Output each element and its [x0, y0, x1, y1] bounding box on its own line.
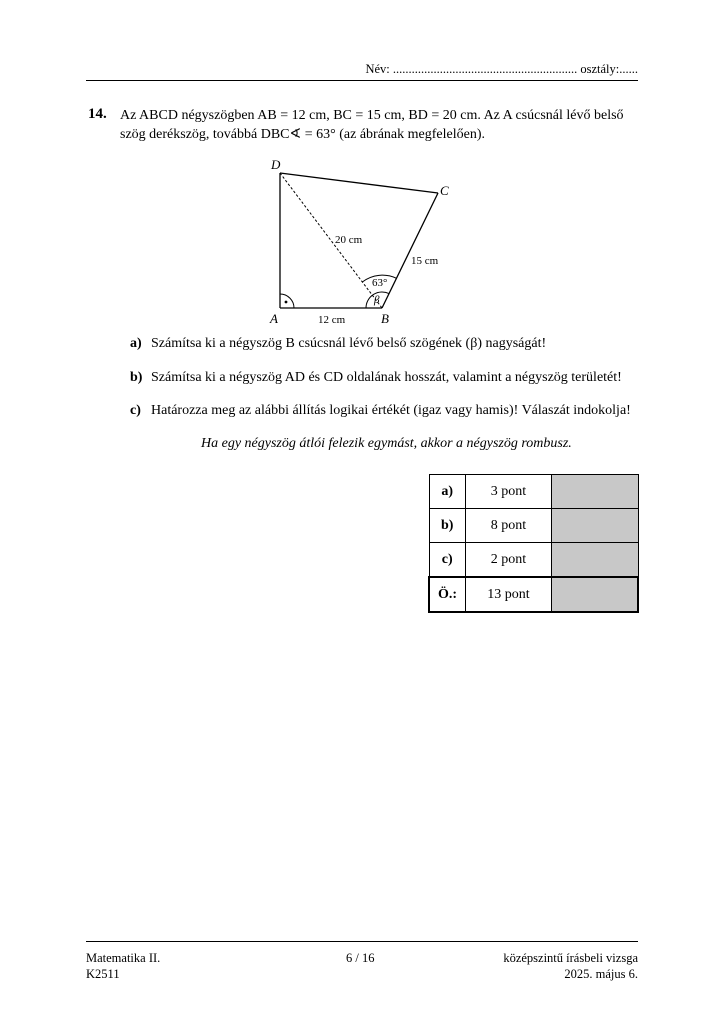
- side-bc: [382, 193, 438, 308]
- vertex-c-label: C: [440, 183, 449, 198]
- task-c-text: Határozza meg az alábbi állítás logikai értékét (igaz vagy hamis)! Válaszát indokolja!: [151, 403, 631, 418]
- task-b-label: b): [130, 370, 143, 385]
- task-c-label: c): [130, 403, 141, 418]
- right-angle-mark: [280, 294, 294, 308]
- angle-dbc-label: 63°: [372, 277, 388, 289]
- footer-date: 2025. május 6.: [564, 967, 638, 981]
- header-divider: [86, 80, 638, 81]
- score-total-points: 13 pont: [466, 577, 552, 612]
- footer-exam: középszintű írásbeli vizsga: [503, 951, 638, 965]
- question-stem-line-1: Az ABCD négyszögben AB = 12 cm, BC = 15 cm, BD = 20 cm. Az A csúcsnál lévő belső: [120, 108, 624, 123]
- angle-beta-label: β: [374, 294, 380, 306]
- score-points: 3 pont: [466, 475, 552, 509]
- score-total-entry-cell[interactable]: [552, 577, 639, 612]
- task-b-text: Számítsa ki a négyszög AD és CD oldalának hosszát, valamint a négyszög területét!: [151, 370, 622, 385]
- score-part-label: a): [429, 475, 466, 509]
- task-c: [130, 402, 640, 419]
- quadrilateral-figure: [260, 155, 490, 330]
- score-points: 2 pont: [466, 543, 552, 578]
- question-number: 14.: [88, 106, 107, 122]
- task-a: [130, 335, 640, 352]
- footer-code: K2511: [86, 967, 120, 981]
- vertex-d-label: D: [271, 157, 281, 172]
- question-stem-line-2: szög derékszög, továbbá DBC∢ = 63° (az ábrának megfelelően).: [120, 127, 485, 142]
- score-points: 8 pont: [466, 509, 552, 543]
- vertex-b-label: B: [381, 311, 389, 326]
- footer-divider: [86, 941, 638, 942]
- score-entry-cell[interactable]: [552, 475, 639, 509]
- score-table: [428, 474, 639, 613]
- footer-page-number: 6 / 16: [346, 951, 375, 965]
- statement-text: Ha egy négyszög átlói felezik egymást, akkor a négyszög rombusz.: [201, 436, 572, 451]
- score-entry-cell[interactable]: [552, 509, 639, 543]
- question-stem: [120, 106, 640, 144]
- footer-subject: Matematika II.: [86, 951, 161, 965]
- footer-right: [503, 950, 638, 982]
- task-a-label: a): [130, 336, 142, 351]
- diagonal-bd: [280, 173, 382, 308]
- bd-length-label: 20 cm: [335, 234, 363, 246]
- vertex-a-label: A: [270, 311, 278, 326]
- score-total-row: [429, 577, 638, 612]
- score-row: [429, 475, 638, 509]
- side-dc: [280, 173, 438, 193]
- footer-left: [86, 950, 160, 982]
- bc-length-label: 15 cm: [411, 255, 439, 267]
- score-part-label: c): [429, 543, 466, 578]
- score-part-label: b): [429, 509, 466, 543]
- right-angle-dot: [285, 301, 288, 304]
- task-a-text: Számítsa ki a négyszög B csúcsnál lévő belső szögének (β) nagyságát!: [151, 336, 547, 351]
- score-total-label: Ö.:: [429, 577, 466, 612]
- score-row: [429, 509, 638, 543]
- ab-length-label: 12 cm: [318, 314, 346, 326]
- score-row: [429, 543, 638, 578]
- score-entry-cell[interactable]: [552, 543, 639, 578]
- task-b: [130, 369, 640, 386]
- name-class-field: Név: ........................................................... osztály:......: [365, 62, 638, 76]
